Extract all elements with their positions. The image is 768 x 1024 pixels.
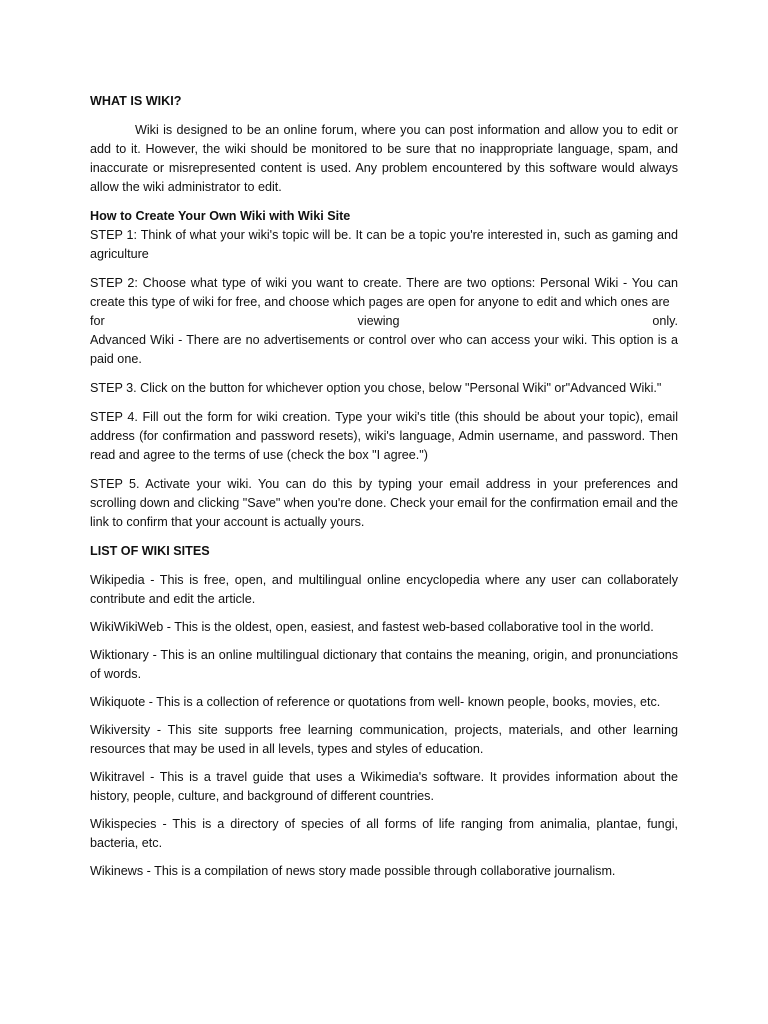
step-2-word: only. bbox=[652, 314, 678, 328]
step-2-advanced: Advanced Wiki - There are no advertisements or control over who can access your wiki. This option is a paid one. bbox=[90, 333, 678, 366]
list-item-wikitravel: Wikitravel - This is a travel guide that uses a Wikimedia's software. It provides information about the history, people, culture, and background of different countries. bbox=[90, 770, 678, 803]
step-4: STEP 4. Fill out the form for wiki creation. Type your wiki's title (this should be about your topic), email address (for confirmation and password resets), wiki's language, Admin username, and password. Then read and agree to the terms of use (check the box "I agree.") bbox=[90, 410, 678, 462]
page-title: WHAT IS WIKI? bbox=[90, 94, 182, 108]
list-item-wiktionary: Wiktionary - This is an online multilingual dictionary that contains the meaning, origin, and pronunciations of words. bbox=[90, 648, 678, 681]
howto-heading: How to Create Your Own Wiki with Wiki Site bbox=[90, 209, 351, 223]
step-2-word: for bbox=[90, 314, 105, 328]
list-item-wikiwikiweb: WikiWikiWeb - This is the oldest, open, easiest, and fastest web-based collaborative tool in the world. bbox=[90, 620, 654, 634]
list-item-wikiquote: Wikiquote - This is a collection of reference or quotations from well- known people, books, movies, etc. bbox=[90, 695, 661, 709]
list-item-wikispecies: Wikispecies - This is a directory of species of all forms of life ranging from animalia, plantae, fungi, bacteria, etc. bbox=[90, 817, 678, 850]
step-1: STEP 1: Think of what your wiki's topic will be. It can be a topic you're interested in, such as gaming and agriculture bbox=[90, 228, 678, 261]
list-item-wikipedia: Wikipedia - This is free, open, and multilingual online encyclopedia where any user can collaborately contribute and edit the article. bbox=[90, 573, 678, 606]
list-heading: LIST OF WIKI SITES bbox=[90, 544, 210, 558]
step-3: STEP 3. Click on the button for whichever option you chose, below "Personal Wiki" or"Advanced Wiki." bbox=[90, 381, 662, 395]
document-page bbox=[90, 92, 678, 890]
list-item-wikinews: Wikinews - This is a compilation of news story made possible through collaborative journalism. bbox=[90, 864, 616, 878]
step-2-word: viewing bbox=[357, 314, 400, 328]
step-2-text: STEP 2: Choose what type of wiki you want to create. There are two options: Personal Wiki - You can create this type of wiki for free, and choose which pages are open for anyone to edit and which ones are bbox=[90, 276, 678, 309]
list-item-wikiversity: Wikiversity - This site supports free learning communication, projects, materials, and other learning resources that may be used in all levels, types and styles of education. bbox=[90, 723, 678, 756]
step-5: STEP 5. Activate your wiki. You can do this by typing your email address in your preferences and scrolling down and clicking "Save" when you're done. Check your email for the confirmation email and the link to confirm that your account is actually yours. bbox=[90, 477, 678, 529]
intro-paragraph: Wiki is designed to be an online forum, where you can post information and allow you to edit or add to it. However, the wiki should be monitored to be sure that no inappropriate language, spam, and inaccurate or misrepresented content is used. Any problem encountered by this software would always allow the wiki administrator to edit. bbox=[90, 123, 678, 194]
step-2 bbox=[90, 274, 678, 369]
step-2-justified-line bbox=[90, 312, 678, 331]
